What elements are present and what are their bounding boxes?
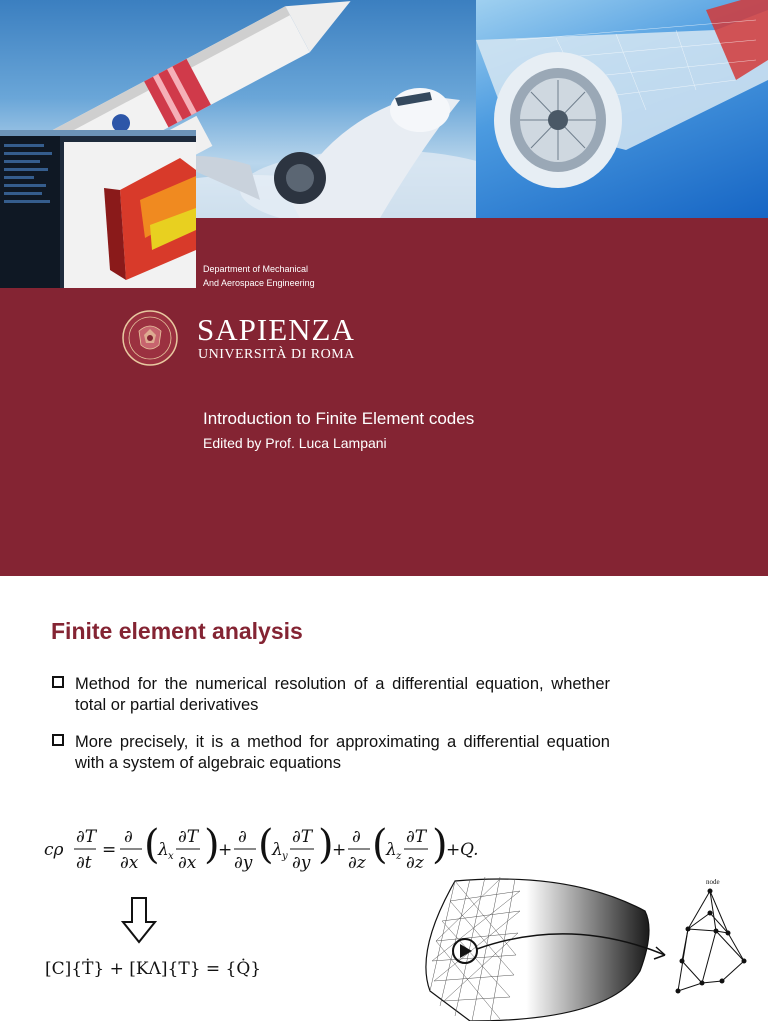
university-name: SAPIENZA (197, 312, 355, 347)
sapienza-seal-logo (121, 309, 179, 372)
svg-text:∂T: ∂T (76, 827, 97, 847)
svg-text:∂z: ∂z (406, 853, 424, 873)
svg-text:Q.: Q. (460, 840, 479, 860)
svg-text:(: ( (144, 822, 160, 868)
svg-text:(: ( (258, 822, 274, 868)
svg-text:∂y: ∂y (234, 853, 253, 873)
svg-text:+: + (218, 840, 233, 860)
svg-text:λ: λ (272, 840, 283, 860)
svg-text:∂x: ∂x (120, 853, 139, 873)
slide-title: Finite element analysis (51, 618, 303, 644)
svg-text:): ) (432, 822, 448, 868)
svg-text:∂y: ∂y (292, 853, 311, 873)
svg-text:∂T: ∂T (406, 827, 427, 847)
svg-text:): ) (204, 822, 220, 868)
svg-text:=: = (102, 840, 117, 860)
svg-text:∂t: ∂t (76, 853, 92, 873)
svg-text:+: + (446, 840, 461, 860)
svg-text:∂: ∂ (352, 827, 361, 847)
svg-text:λ: λ (386, 840, 397, 860)
finite-element-slide (0, 576, 768, 1024)
svg-text:∂: ∂ (238, 827, 247, 847)
svg-text:): ) (318, 822, 334, 868)
svg-text:∂: ∂ (124, 827, 133, 847)
fem-software-screenshot (0, 130, 196, 288)
svg-text:x: x (168, 851, 174, 862)
arrow-down-icon (121, 896, 157, 949)
university-subtitle: UNIVERSITÀ DI ROMA (198, 347, 355, 362)
jet-engine-wireframe-photo (476, 0, 768, 218)
svg-text:(: ( (372, 822, 388, 868)
bullet-text: More precisely, it is a method for approximating a differential equation with a system of algebraic equations (75, 733, 610, 772)
svg-text:y: y (282, 851, 288, 862)
svg-text:∂T: ∂T (178, 827, 199, 847)
department-line-1: Department of Mechanical (203, 264, 309, 274)
department-label (203, 262, 315, 290)
svg-text:+: + (332, 840, 347, 860)
fem-mesh-diagram (410, 871, 760, 1024)
matrix-equation: [C]{Ṫ} + [KΛ]{T} = {Q̇} (45, 959, 262, 979)
bullet-text: Method for the numerical resolution of a differential equation, whether total or partial derivatives (75, 675, 610, 714)
svg-text:cρ: cρ (44, 840, 64, 860)
checkbox-bullet-icon (52, 676, 64, 688)
bullet-item (52, 732, 610, 774)
bullet-item (52, 674, 610, 716)
node-label: node (706, 878, 720, 886)
editor-credit: Edited by Prof. Luca Lampani (203, 435, 387, 451)
checkbox-bullet-icon (52, 734, 64, 746)
course-title: Introduction to Finite Element codes (203, 409, 475, 428)
svg-text:λ: λ (158, 840, 169, 860)
department-line-2: And Aerospace Engineering (203, 278, 315, 288)
svg-text:∂T: ∂T (292, 827, 313, 847)
svg-text:∂x: ∂x (178, 853, 197, 873)
svg-text:z: z (396, 851, 402, 862)
svg-text:∂z: ∂z (348, 853, 366, 873)
